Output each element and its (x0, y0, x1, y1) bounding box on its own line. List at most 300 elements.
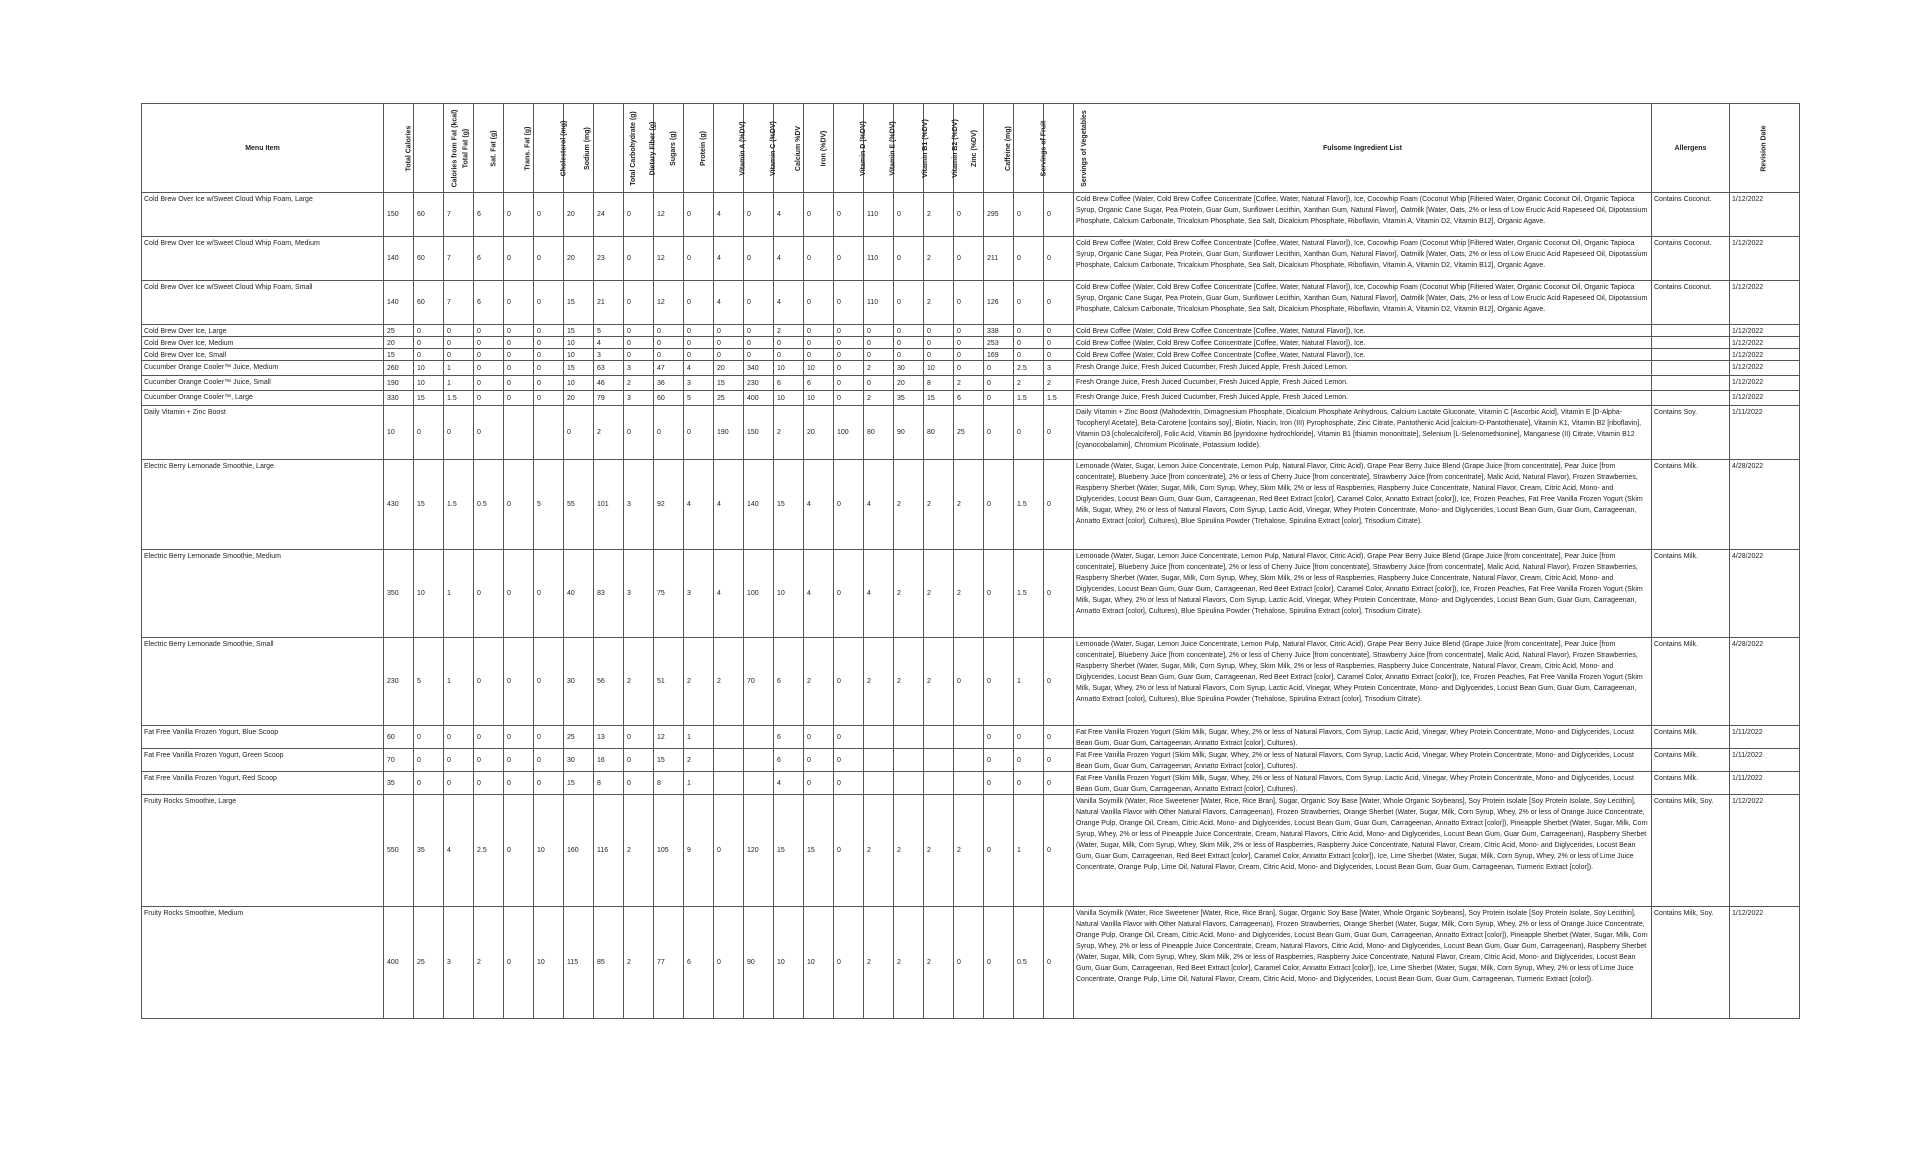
allergen-cell: Contains Soy. (1652, 406, 1730, 460)
nutrient-cell: 350 (384, 550, 414, 638)
nutrient-cell: 0 (1044, 193, 1074, 237)
nutrient-cell: 12 (654, 281, 684, 325)
nutrient-cell: 12 (654, 193, 684, 237)
nutrient-cell: 0 (534, 325, 564, 337)
nutrient-cell: 20 (894, 376, 924, 391)
menu-item-cell: Cucumber Orange Cooler™ Juice, Small (142, 376, 384, 391)
nutrient-cell: 3 (624, 391, 654, 406)
nutrient-cell: 0 (1014, 193, 1044, 237)
nutrient-cell: 2 (894, 638, 924, 726)
nutrient-cell: 0 (984, 460, 1014, 550)
nutrient-cell: 0 (834, 361, 864, 376)
nutrient-cell: 35 (894, 391, 924, 406)
nutrient-cell: 2 (864, 907, 894, 1019)
nutrient-cell: 0 (1044, 325, 1074, 337)
nutrient-cell: 15 (714, 376, 744, 391)
nutrient-cell: 4 (714, 237, 744, 281)
nutrient-cell: 1 (444, 376, 474, 391)
nutrient-cell: 0 (624, 772, 654, 795)
nutrient-cell: 25 (714, 391, 744, 406)
ingredient-cell: Cold Brew Coffee (Water, Cold Brew Coffee Concentrate [Coffee, Water, Natural Flavor]), Ice. (1074, 337, 1652, 349)
nutrient-cell: 10 (774, 907, 804, 1019)
nutrient-cell: 0 (924, 325, 954, 337)
nutrient-cell: 6 (474, 193, 504, 237)
nutrient-cell: 47 (654, 361, 684, 376)
revision-date-cell: 1/12/2022 (1730, 795, 1800, 907)
nutrient-cell: 23 (594, 237, 624, 281)
nutrient-cell: 1.5 (1014, 460, 1044, 550)
table-row (142, 406, 1800, 460)
nutrient-cell: 10 (774, 391, 804, 406)
nutrient-cell: 0 (1014, 337, 1044, 349)
nutrient-cell (894, 726, 924, 749)
nutrient-cell: 0 (504, 325, 534, 337)
nutrient-cell: 2 (924, 907, 954, 1019)
header-row (142, 104, 1800, 193)
nutrient-cell: 0 (534, 391, 564, 406)
nutrient-cell: 0 (1044, 337, 1074, 349)
nutrient-cell: 10 (414, 376, 444, 391)
nutrient-cell: 0 (894, 337, 924, 349)
nutrient-cell: 0 (804, 726, 834, 749)
ingredient-cell: Fat Free Vanilla Frozen Yogurt (Skim Milk, Sugar, Whey, 2% or less of Natural Flavors, Corn Syrup, Lactic Acid, Vinegar, Whey Protein Concentrate, Mono- and Diglycerides, Locust Bean Gum, Guar Gum, Carrageenan, Annatto Extract [color], Cultures). (1074, 726, 1652, 749)
allergen-cell: Contains Milk, Soy. (1652, 795, 1730, 907)
nutrient-cell: 10 (774, 550, 804, 638)
nutrient-cell: 2 (924, 281, 954, 325)
nutrient-cell: 6 (774, 376, 804, 391)
nutrient-cell: 0 (534, 361, 564, 376)
nutrient-cell: 4 (804, 550, 834, 638)
nutrient-cell: 0 (684, 237, 714, 281)
header-ingredients: Fulsome Ingredient List (1074, 104, 1652, 193)
nutrient-cell: 5 (534, 460, 564, 550)
nutrient-cell: 0 (654, 325, 684, 337)
table-row (142, 772, 1800, 795)
ingredient-cell: Lemonade (Water, Sugar, Lemon Juice Concentrate, Lemon Pulp, Natural Flavor, Citric Acid), Grape Pear Berry Juice Blend (Grape Juice [from concentrate], Pear Juice [from concentrate], Blueberry Juice [from concentrate], 2% or less of Cherry Juice [from concentrate], Strawberry Juice [from concentrate], Malic Acid, Natural Flavor), Frozen Strawberries, Raspberry Sherbet (Water, Sugar, Milk, Corn Syrup, Whey, Skim Milk, 2% or less of Raspberries, Raspberry Juice Concentrate, Natural Flavor, Cream, Citric Acid, Mono- and Diglycerides, Locust Bean Gum, Guar Gum, Carrageenan, Red Beet Extract [color], Caramel Color, Annatto Extract [color]), Ice, Frozen Peaches, Fat Free Vanilla Frozen Yogurt (Skim Milk, Sugar, Whey, 2% or less of Natural Flavors, Corn Syrup, Lactic Acid, Vinegar, Whey Protein Concentrate, Mono- and Diglycerides, Locust Bean Gum, Guar Gum, Carrageenan, Annatto Extract [color], Cultures), Blue Spirulina Powder (Trehalose, Spirulina Extract [color], Trisodium Citrate). (1074, 460, 1652, 550)
nutrient-cell: 0 (504, 361, 534, 376)
nutrient-cell: 0 (834, 376, 864, 391)
nutrient-cell: 75 (654, 550, 684, 638)
ingredient-cell: Cold Brew Coffee (Water, Cold Brew Coffee Concentrate [Coffee, Water, Natural Flavor]), Ice, Cocowhip Foam (Coconut Whip [Filtered Water, Organic Coconut Oil, Organic Tapioca Syrup, Organic Cane Sugar, Pea Protein, Guar Gum, Sunflower Lecithin, Xanthan Gum, Natural Flavor], Oatmilk [Water, Oats, 2% or less of Low Erucic Acid Rapeseed Oil, Dipotassium Phosphate, Calcium Carbonate, Tricalcium Phosphate, Sea Salt, Dicalcium Phosphate, Riboflavin, Vitamin A, Vitamin D2, Vitamin B12], Organic Agave. (1074, 237, 1652, 281)
nutrient-cell: 0 (504, 349, 534, 361)
menu-item-cell: Electric Berry Lemonade Smoothie, Medium (142, 550, 384, 638)
nutrient-cell: 0 (864, 349, 894, 361)
nutrient-cell: 0 (534, 337, 564, 349)
nutrient-cell: 10 (564, 376, 594, 391)
nutrient-cell: 20 (384, 337, 414, 349)
nutrient-cell (714, 749, 744, 772)
nutrient-cell: 0 (834, 237, 864, 281)
nutrient-cell: 0 (504, 376, 534, 391)
nutrient-cell: 36 (654, 376, 684, 391)
nutrient-cell: 70 (384, 749, 414, 772)
nutrient-cell: 3 (684, 550, 714, 638)
nutrient-cell: 0 (444, 749, 474, 772)
table-row (142, 361, 1800, 376)
nutrient-cell: 0 (474, 726, 504, 749)
nutrient-cell: 2 (924, 193, 954, 237)
nutrient-cell: 4 (684, 361, 714, 376)
nutrient-cell: 2 (594, 406, 624, 460)
nutrient-cell: 0 (984, 550, 1014, 638)
header-nutrient: Total Calories (384, 104, 414, 193)
nutrient-cell: 110 (864, 281, 894, 325)
revision-date-cell: 4/28/2022 (1730, 550, 1800, 638)
nutrient-cell: 83 (594, 550, 624, 638)
nutrient-cell: 46 (594, 376, 624, 391)
allergen-cell (1652, 349, 1730, 361)
nutrient-cell: 2 (474, 907, 504, 1019)
menu-item-cell: Cold Brew Over Ice w/Sweet Cloud Whip Foam, Small (142, 281, 384, 325)
nutrient-cell: 10 (804, 907, 834, 1019)
header-nutrient: Vitamin C (%DV) (744, 104, 774, 193)
header-nutrient: Dietary Fiber (g) (624, 104, 654, 193)
nutrient-cell: 25 (954, 406, 984, 460)
revision-date-cell: 1/12/2022 (1730, 391, 1800, 406)
nutrient-cell: 0 (474, 638, 504, 726)
nutrient-cell: 0 (504, 237, 534, 281)
nutrient-cell: 0 (984, 726, 1014, 749)
nutrient-cell: 0 (684, 281, 714, 325)
revision-date-cell: 1/12/2022 (1730, 907, 1800, 1019)
table-row (142, 638, 1800, 726)
nutrient-cell: 0 (534, 193, 564, 237)
nutrient-cell: 60 (414, 237, 444, 281)
nutrient-cell: 13 (594, 726, 624, 749)
nutrient-cell: 0 (774, 337, 804, 349)
nutrient-cell: 0 (504, 281, 534, 325)
nutrient-cell: 20 (564, 237, 594, 281)
allergen-cell: Contains Coconut. (1652, 193, 1730, 237)
nutrient-cell: 2 (924, 460, 954, 550)
nutrient-cell: 15 (564, 361, 594, 376)
nutrient-cell: 4 (774, 772, 804, 795)
nutrient-cell: 0 (504, 795, 534, 907)
nutrient-cell: 10 (564, 349, 594, 361)
nutrient-cell: 0 (1044, 349, 1074, 361)
nutrient-cell: 4 (594, 337, 624, 349)
revision-date-cell: 1/12/2022 (1730, 193, 1800, 237)
nutrient-cell: 90 (744, 907, 774, 1019)
nutrient-cell: 25 (414, 907, 444, 1019)
nutrient-cell: 0 (834, 749, 864, 772)
nutrient-cell: 0 (894, 325, 924, 337)
nutrient-cell: 4 (714, 193, 744, 237)
nutrient-cell: 0 (954, 237, 984, 281)
header-revision-date: Revision Date (1730, 104, 1800, 193)
nutrient-cell: 0 (804, 349, 834, 361)
allergen-cell: Contains Milk. (1652, 460, 1730, 550)
nutrient-cell: 0 (414, 406, 444, 460)
nutrient-cell: 0 (804, 325, 834, 337)
ingredient-cell: Cold Brew Coffee (Water, Cold Brew Coffee Concentrate [Coffee, Water, Natural Flavor]), Ice, Cocowhip Foam (Coconut Whip [Filtered Water, Organic Coconut Oil, Organic Tapioca Syrup, Organic Cane Sugar, Pea Protein, Guar Gum, Sunflower Lecithin, Xanthan Gum, Natural Flavor], Oatmilk [Water, Oats, 2% or less of Low Erucic Acid Rapeseed Oil, Dipotassium Phosphate, Calcium Carbonate, Tricalcium Phosphate, Sea Salt, Dicalcium Phosphate, Riboflavin, Vitamin A, Vitamin D2, Vitamin B12], Organic Agave. (1074, 281, 1652, 325)
allergen-cell: Contains Milk. (1652, 638, 1730, 726)
nutrient-cell: 15 (654, 749, 684, 772)
ingredient-cell: Daily Vitamin + Zinc Boost (Maltodextrin, Dimagnesium Phosphate, Dicalcium Phosphate Anhydrous, Calcium Lactate Gluconate, Vitamin C [Ascorbic Acid], Vitamin E [D-Alpha-Tocopheryl Acetate], Beta-Carotene [contains soy], Biotin, Niacin, Iron (III) Pyrophosphate, Zinc Citrate, Pantothenic Acid [calcium-D-Pantothenate], Vitamin K1, Vitamin B2 [riboflavin], Vitamin D3 [cholecalciferol], Folic Acid, Vitamin B6 [pyridoxine hydrochloride], Vitamin B1 [thiamin mononitrate], Selenium [L-Selenomethionine], Manganese (II) Citrate, Vitamin B12 [cyanocobalamin], Chromium Picolinate, Potassium Iodide). (1074, 406, 1652, 460)
nutrient-cell: 0 (504, 193, 534, 237)
nutrient-cell: 0 (954, 638, 984, 726)
nutrient-cell: 0 (534, 349, 564, 361)
revision-date-cell: 1/12/2022 (1730, 349, 1800, 361)
nutrient-cell: 0 (474, 406, 504, 460)
nutrient-cell: 550 (384, 795, 414, 907)
nutrient-cell: 6 (474, 237, 504, 281)
nutrient-cell: 0 (504, 772, 534, 795)
nutrient-cell: 0 (954, 349, 984, 361)
nutrient-cell: 0 (414, 325, 444, 337)
nutrient-cell: 2 (894, 460, 924, 550)
header-nutrient: Vitamin B1 (%DV) (894, 104, 924, 193)
revision-date-cell: 1/12/2022 (1730, 237, 1800, 281)
nutrient-cell: 110 (864, 193, 894, 237)
revision-date-cell: 4/28/2022 (1730, 460, 1800, 550)
nutrient-cell: 0 (414, 749, 444, 772)
nutrient-cell: 0 (504, 749, 534, 772)
nutrient-cell: 0 (624, 749, 654, 772)
nutrient-cell (924, 749, 954, 772)
nutrient-cell: 15 (414, 391, 444, 406)
nutrient-cell: 2 (894, 795, 924, 907)
nutrient-cell: 6 (774, 749, 804, 772)
nutrient-cell: 0 (504, 638, 534, 726)
nutrient-cell: 10 (564, 337, 594, 349)
nutrient-cell: 0 (474, 337, 504, 349)
header-menu-item: Menu Item (142, 104, 384, 193)
nutrient-cell: 2 (954, 795, 984, 907)
nutrient-cell: 3 (594, 349, 624, 361)
allergen-cell: Contains Coconut. (1652, 237, 1730, 281)
ingredient-cell: Cold Brew Coffee (Water, Cold Brew Coffee Concentrate [Coffee, Water, Natural Flavor]), Ice, Cocowhip Foam (Coconut Whip [Filtered Water, Organic Coconut Oil, Organic Tapioca Syrup, Organic Cane Sugar, Pea Protein, Guar Gum, Sunflower Lecithin, Xanthan Gum, Natural Flavor], Oatmilk [Water, Oats, 2% or less of Low Erucic Acid Rapeseed Oil, Dipotassium Phosphate, Calcium Carbonate, Tricalcium Phosphate, Sea Salt, Dicalcium Phosphate, Riboflavin, Vitamin A, Vitamin D2, Vitamin B12], Organic Agave. (1074, 193, 1652, 237)
nutrient-cell: 0 (444, 772, 474, 795)
nutrient-cell: 0 (444, 349, 474, 361)
nutrient-cell: 0 (474, 772, 504, 795)
nutrient-cell: 55 (564, 460, 594, 550)
nutrient-cell: 120 (744, 795, 774, 907)
revision-date-cell: 1/11/2022 (1730, 772, 1800, 795)
nutrient-cell: 0 (984, 376, 1014, 391)
nutrient-cell: 30 (894, 361, 924, 376)
nutrient-cell: 3 (624, 550, 654, 638)
header-nutrient: Sugars (g) (654, 104, 684, 193)
nutrient-cell (744, 772, 774, 795)
nutrient-cell: 20 (804, 406, 834, 460)
nutrient-cell: 2 (684, 638, 714, 726)
nutrient-cell: 0 (474, 749, 504, 772)
ingredient-cell: Vanilla Soymilk (Water, Rice Sweetener [Water, Rice, Rice Bran], Sugar, Organic Soy Base [Water, Whole Organic Soybeans], Soy Protein Isolate [Soy Protein Isolate, Soy Lecithin], Natural Vanilla Flavor with Other Natural Flavors, Carrageenan), Frozen Strawberries, Orange Sherbet (Water, Sugar, Milk, Corn Syrup, Whey, 2% or less of Orange Juice Concentrate, Orange Pulp, Orange Oil, Cream, Citric Acid, Mono- and Diglycerides, Locust Bean Gum, Guar Gum, Carrageenan, Annatto Extract [color]), Pineapple Sherbet (Water, Sugar, Milk, Corn Syrup, Whey, 2% or less of Pineapple Juice Concentrate, Cream, Natural Flavors, Citric Acid, Mono- and Diglycerides, Locust Bean Gum, Guar Gum, Carrageenan), Raspberry Sherbet (Water, Sugar, Milk, Corn Syrup, Whey, Skim Milk, 2% or less of Raspberries, Raspberry Juice Concentrate, Natural Flavor, Cream, Citric Acid, Mono- and Diglycerides, Locust Bean Gum, Guar Gum, Carrageenan, Red Beet Extract [color], Caramel Color, Annatto Extract [color]), Ice, Lime Sherbet (Water, Sugar, Milk, Corn Syrup, Whey, 2% or less of Lime Juice Concentrate, Orange Pulp, Lime Oil, Natural Flavor, Cream, Citric Acid, Mono- and Diglycerides, Locust Bean Gum, Guar Gum, Carrageenan, Turmeric Extract [color]). (1074, 795, 1652, 907)
allergen-cell (1652, 337, 1730, 349)
nutrient-cell: 1.5 (1044, 391, 1074, 406)
nutrient-cell (504, 406, 534, 460)
nutrient-cell: 16 (594, 749, 624, 772)
nutrient-cell: 0 (834, 349, 864, 361)
nutrient-cell: 10 (804, 391, 834, 406)
nutrient-cell: 0 (834, 325, 864, 337)
nutrient-cell: 0 (954, 361, 984, 376)
nutrient-cell: 0 (864, 325, 894, 337)
nutrient-cell: 0 (714, 795, 744, 907)
nutrient-cell: 60 (654, 391, 684, 406)
nutrient-cell: 6 (804, 376, 834, 391)
nutrient-cell (924, 772, 954, 795)
nutrient-cell: 35 (414, 795, 444, 907)
nutrient-cell: 2 (864, 795, 894, 907)
nutrient-cell: 0 (624, 193, 654, 237)
revision-date-cell: 1/12/2022 (1730, 361, 1800, 376)
nutrient-cell: 116 (594, 795, 624, 907)
nutrient-cell: 60 (414, 281, 444, 325)
nutrient-cell: 400 (744, 391, 774, 406)
nutrient-cell: 0 (864, 337, 894, 349)
nutrient-cell: 2 (954, 460, 984, 550)
nutrient-cell: 0 (624, 406, 654, 460)
nutrient-cell: 1 (684, 726, 714, 749)
nutrient-cell: 40 (564, 550, 594, 638)
nutrient-cell: 0 (1044, 638, 1074, 726)
nutrient-cell: 79 (594, 391, 624, 406)
header-nutrient: Calories from Fat (kcal) (414, 104, 444, 193)
header-nutrient: Sodium (mg) (564, 104, 594, 193)
nutrient-cell: 0 (984, 361, 1014, 376)
nutrient-cell: 0 (534, 237, 564, 281)
nutrient-cell: 1.5 (444, 391, 474, 406)
nutrient-cell: 90 (894, 406, 924, 460)
nutrient-cell: 0 (474, 376, 504, 391)
nutrient-cell (744, 749, 774, 772)
nutrient-cell (924, 726, 954, 749)
ingredient-cell: Vanilla Soymilk (Water, Rice Sweetener [Water, Rice, Rice Bran], Sugar, Organic Soy Base [Water, Whole Organic Soybeans], Soy Protein Isolate [Soy Protein Isolate, Soy Lecithin], Natural Vanilla Flavor with Other Natural Flavors, Carrageenan), Frozen Strawberries, Orange Sherbet (Water, Sugar, Milk, Corn Syrup, Whey, 2% or less of Orange Juice Concentrate, Orange Pulp, Orange Oil, Cream, Citric Acid, Mono- and Diglycerides, Locust Bean Gum, Guar Gum, Carrageenan, Annatto Extract [color]), Pineapple Sherbet (Water, Sugar, Milk, Corn Syrup, Whey, 2% or less of Pineapple Juice Concentrate, Cream, Natural Flavors, Citric Acid, Mono- and Diglycerides, Locust Bean Gum, Guar Gum, Carrageenan), Raspberry Sherbet (Water, Sugar, Milk, Corn Syrup, Whey, Skim Milk, 2% or less of Raspberries, Raspberry Juice Concentrate, Natural Flavor, Cream, Citric Acid, Mono- and Diglycerides, Locust Bean Gum, Guar Gum, Carrageenan, Red Beet Extract [color], Caramel Color, Annatto Extract [color]), Ice, Lime Sherbet (Water, Sugar, Milk, Corn Syrup, Whey, 2% or less of Lime Juice Concentrate, Orange Pulp, Lime Oil, Natural Flavor, Cream, Citric Acid, Mono- and Diglycerides, Locust Bean Gum, Guar Gum, Carrageenan, Turmeric Extract [color]). (1074, 907, 1652, 1019)
nutrient-cell: 2 (804, 638, 834, 726)
nutrient-cell: 0 (834, 726, 864, 749)
allergen-cell: Contains Milk. (1652, 749, 1730, 772)
nutrient-cell: 0 (1014, 349, 1044, 361)
header-nutrient: Zinc (%DV) (954, 104, 984, 193)
nutrient-cell: 2.5 (1014, 361, 1044, 376)
table-row (142, 325, 1800, 337)
nutrient-cell: 0 (804, 749, 834, 772)
nutrient-cell: 0 (894, 349, 924, 361)
nutrient-cell: 15 (924, 391, 954, 406)
nutrient-cell: 0 (744, 325, 774, 337)
nutrient-cell: 15 (384, 349, 414, 361)
nutrient-cell: 0 (1044, 281, 1074, 325)
nutrient-cell: 100 (744, 550, 774, 638)
revision-date-cell: 4/28/2022 (1730, 638, 1800, 726)
nutrient-cell: 0 (504, 550, 534, 638)
nutrient-cell: 2 (864, 391, 894, 406)
allergen-cell (1652, 391, 1730, 406)
nutrient-cell: 0 (834, 193, 864, 237)
nutrient-cell: 101 (594, 460, 624, 550)
nutrient-cell: 77 (654, 907, 684, 1019)
nutrient-cell: 340 (744, 361, 774, 376)
nutrient-cell: 85 (594, 907, 624, 1019)
nutrient-cell: 8 (654, 772, 684, 795)
allergen-cell: Contains Milk. (1652, 726, 1730, 749)
revision-date-cell: 1/11/2022 (1730, 749, 1800, 772)
menu-item-cell: Cold Brew Over Ice w/Sweet Cloud Whip Foam, Medium (142, 237, 384, 281)
nutrient-cell: 0 (684, 349, 714, 361)
nutrient-cell: 6 (474, 281, 504, 325)
header-nutrient: Trans. Fat (g) (504, 104, 534, 193)
nutrient-cell: 0 (654, 406, 684, 460)
nutrient-cell: 0 (1014, 772, 1044, 795)
nutrient-cell: 7 (444, 193, 474, 237)
nutrient-cell: 6 (774, 726, 804, 749)
table-row (142, 376, 1800, 391)
nutrient-cell: 2 (864, 638, 894, 726)
nutrient-cell: 10 (534, 907, 564, 1019)
nutrient-cell: 2 (894, 550, 924, 638)
nutrient-cell: 0 (714, 349, 744, 361)
nutrient-cell: 0 (1044, 795, 1074, 907)
nutrient-cell: 0 (744, 193, 774, 237)
nutrient-cell: 6 (684, 907, 714, 1019)
header-nutrient: Caffeine (mg) (984, 104, 1014, 193)
header-nutrient: Vitamin E (%DV) (864, 104, 894, 193)
header-nutrient: Protein (g) (684, 104, 714, 193)
nutrient-cell: 0 (624, 349, 654, 361)
nutrient-cell: 4 (774, 193, 804, 237)
nutrient-cell: 15 (774, 460, 804, 550)
nutrient-cell: 0 (474, 349, 504, 361)
allergen-cell (1652, 376, 1730, 391)
nutrient-cell: 0 (474, 550, 504, 638)
nutrient-cell: 0 (444, 406, 474, 460)
nutrient-cell: 150 (744, 406, 774, 460)
header-allergens: Allergens (1652, 104, 1730, 193)
nutrient-cell (714, 726, 744, 749)
nutrient-cell: 1 (444, 638, 474, 726)
nutrient-cell: 0 (534, 749, 564, 772)
nutrient-cell: 100 (834, 406, 864, 460)
nutrient-cell: 0 (534, 550, 564, 638)
nutrient-cell: 150 (384, 193, 414, 237)
nutrient-cell: 0 (534, 772, 564, 795)
nutrient-cell: 56 (594, 638, 624, 726)
nutrient-cell: 0 (984, 391, 1014, 406)
header-nutrient: Servings of Vegetables (1044, 104, 1074, 193)
nutrient-cell: 80 (864, 406, 894, 460)
nutrient-cell: 4 (714, 550, 744, 638)
nutrient-cell: 92 (654, 460, 684, 550)
nutrient-cell: 0 (834, 907, 864, 1019)
nutrient-cell: 5 (414, 638, 444, 726)
nutrient-cell: 0 (1014, 281, 1044, 325)
nutrient-cell: 2 (894, 907, 924, 1019)
table-row (142, 281, 1800, 325)
nutrient-cell: 2 (1014, 376, 1044, 391)
nutrient-cell: 0 (984, 907, 1014, 1019)
ingredient-cell: Fat Free Vanilla Frozen Yogurt (Skim Milk, Sugar, Whey, 2% or less of Natural Flavors, Corn Syrup, Lactic Acid, Vinegar, Whey Protein Concentrate, Mono- and Diglycerides, Locust Bean Gum, Guar Gum, Carrageenan, Annatto Extract [color], Cultures). (1074, 772, 1652, 795)
table-row (142, 550, 1800, 638)
table-row (142, 460, 1800, 550)
menu-item-cell: Daily Vitamin + Zinc Boost (142, 406, 384, 460)
nutrient-cell: 1.5 (1014, 550, 1044, 638)
nutrient-cell: 12 (654, 237, 684, 281)
nutrient-cell: 0 (624, 337, 654, 349)
nutrient-cell: 0 (894, 193, 924, 237)
nutrient-cell: 0 (1044, 550, 1074, 638)
nutrient-cell: 20 (714, 361, 744, 376)
nutrient-cell: 4 (444, 795, 474, 907)
header-nutrient: Vitamin A (%DV) (714, 104, 744, 193)
nutrient-cell: 0 (1044, 907, 1074, 1019)
nutrient-cell: 0 (474, 361, 504, 376)
nutrient-cell: 35 (384, 772, 414, 795)
nutrient-cell: 0 (714, 907, 744, 1019)
nutrient-cell: 1 (1014, 795, 1044, 907)
nutrient-cell: 0 (834, 795, 864, 907)
